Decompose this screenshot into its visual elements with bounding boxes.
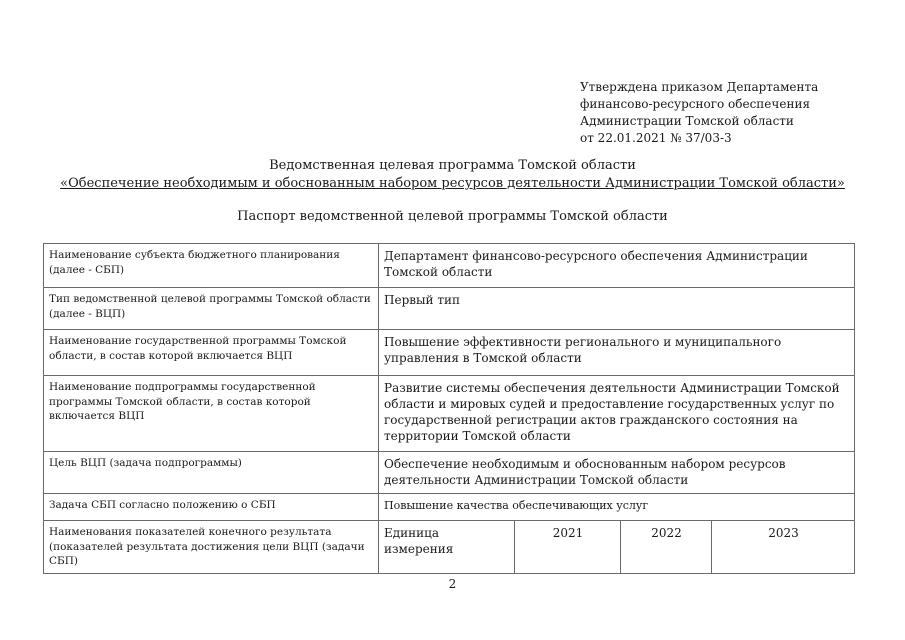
row-value: Обеспечение необходимым и обоснованным набором ресурсов деятельности Администрации Томской области	[379, 452, 855, 494]
table-row	[44, 244, 855, 288]
table-row	[44, 376, 855, 452]
program-subtitle: «Обеспечение необходимым и обоснованным набором ресурсов деятельности Администрации Томской области»	[60, 176, 845, 191]
page-number: 2	[448, 577, 457, 591]
row-label: Наименование подпрограммы государственной программы Томской области, в состав которой включается ВЦП	[44, 376, 379, 452]
table-row	[44, 494, 855, 521]
approval-line: Утверждена приказом Департамента	[580, 80, 819, 94]
indicator-header-row	[44, 521, 855, 574]
row-label: Наименование государственной программы Томской области, в состав которой включается ВЦП	[44, 330, 379, 376]
program-title: Ведомственная целевая программа Томской области	[269, 158, 636, 173]
year-header: 2021	[515, 521, 621, 574]
approval-line: Администрации Томской области	[580, 114, 794, 128]
year-header: 2022	[621, 521, 712, 574]
table-row	[44, 330, 855, 376]
table-row	[44, 288, 855, 330]
row-label: Наименование субъекта бюджетного планирования (далее - СБП)	[44, 244, 379, 288]
year-header: 2023	[712, 521, 855, 574]
row-value: Повышение эффективности регионального и муниципального управления в Томской области	[379, 330, 855, 376]
passport-title: Паспорт ведомственной целевой программы Томской области	[237, 209, 668, 224]
table-row	[44, 452, 855, 494]
approval-line: финансово-ресурсного обеспечения	[580, 97, 811, 111]
approval-stamp	[580, 79, 880, 147]
approval-date: от 22.01.2021 № 37/03-3	[580, 131, 732, 145]
row-label: Цель ВЦП (задача подпрограммы)	[44, 452, 379, 494]
row-value: Первый тип	[379, 288, 855, 330]
row-value: Департамент финансово-ресурсного обеспечения Администрации Томской области	[379, 244, 855, 288]
program-heading	[0, 157, 905, 193]
unit-header: Единица измерения	[379, 521, 515, 574]
row-value: Развитие системы обеспечения деятельности Администрации Томской области и мировых судей и предоставление государственных услуг по государственной регистрации актов гражданского состояния на территории Томской области	[379, 376, 855, 452]
row-label: Задача СБП согласно положению о СБП	[44, 494, 379, 521]
row-value: Повышение качества обеспечивающих услуг	[379, 494, 855, 521]
indicator-label: Наименования показателей конечного результата (показателей результата достижения цели ВЦП (задачи СБП)	[44, 521, 379, 574]
row-label: Тип ведомственной целевой программы Томской области (далее - ВЦП)	[44, 288, 379, 330]
passport-table	[43, 243, 855, 574]
